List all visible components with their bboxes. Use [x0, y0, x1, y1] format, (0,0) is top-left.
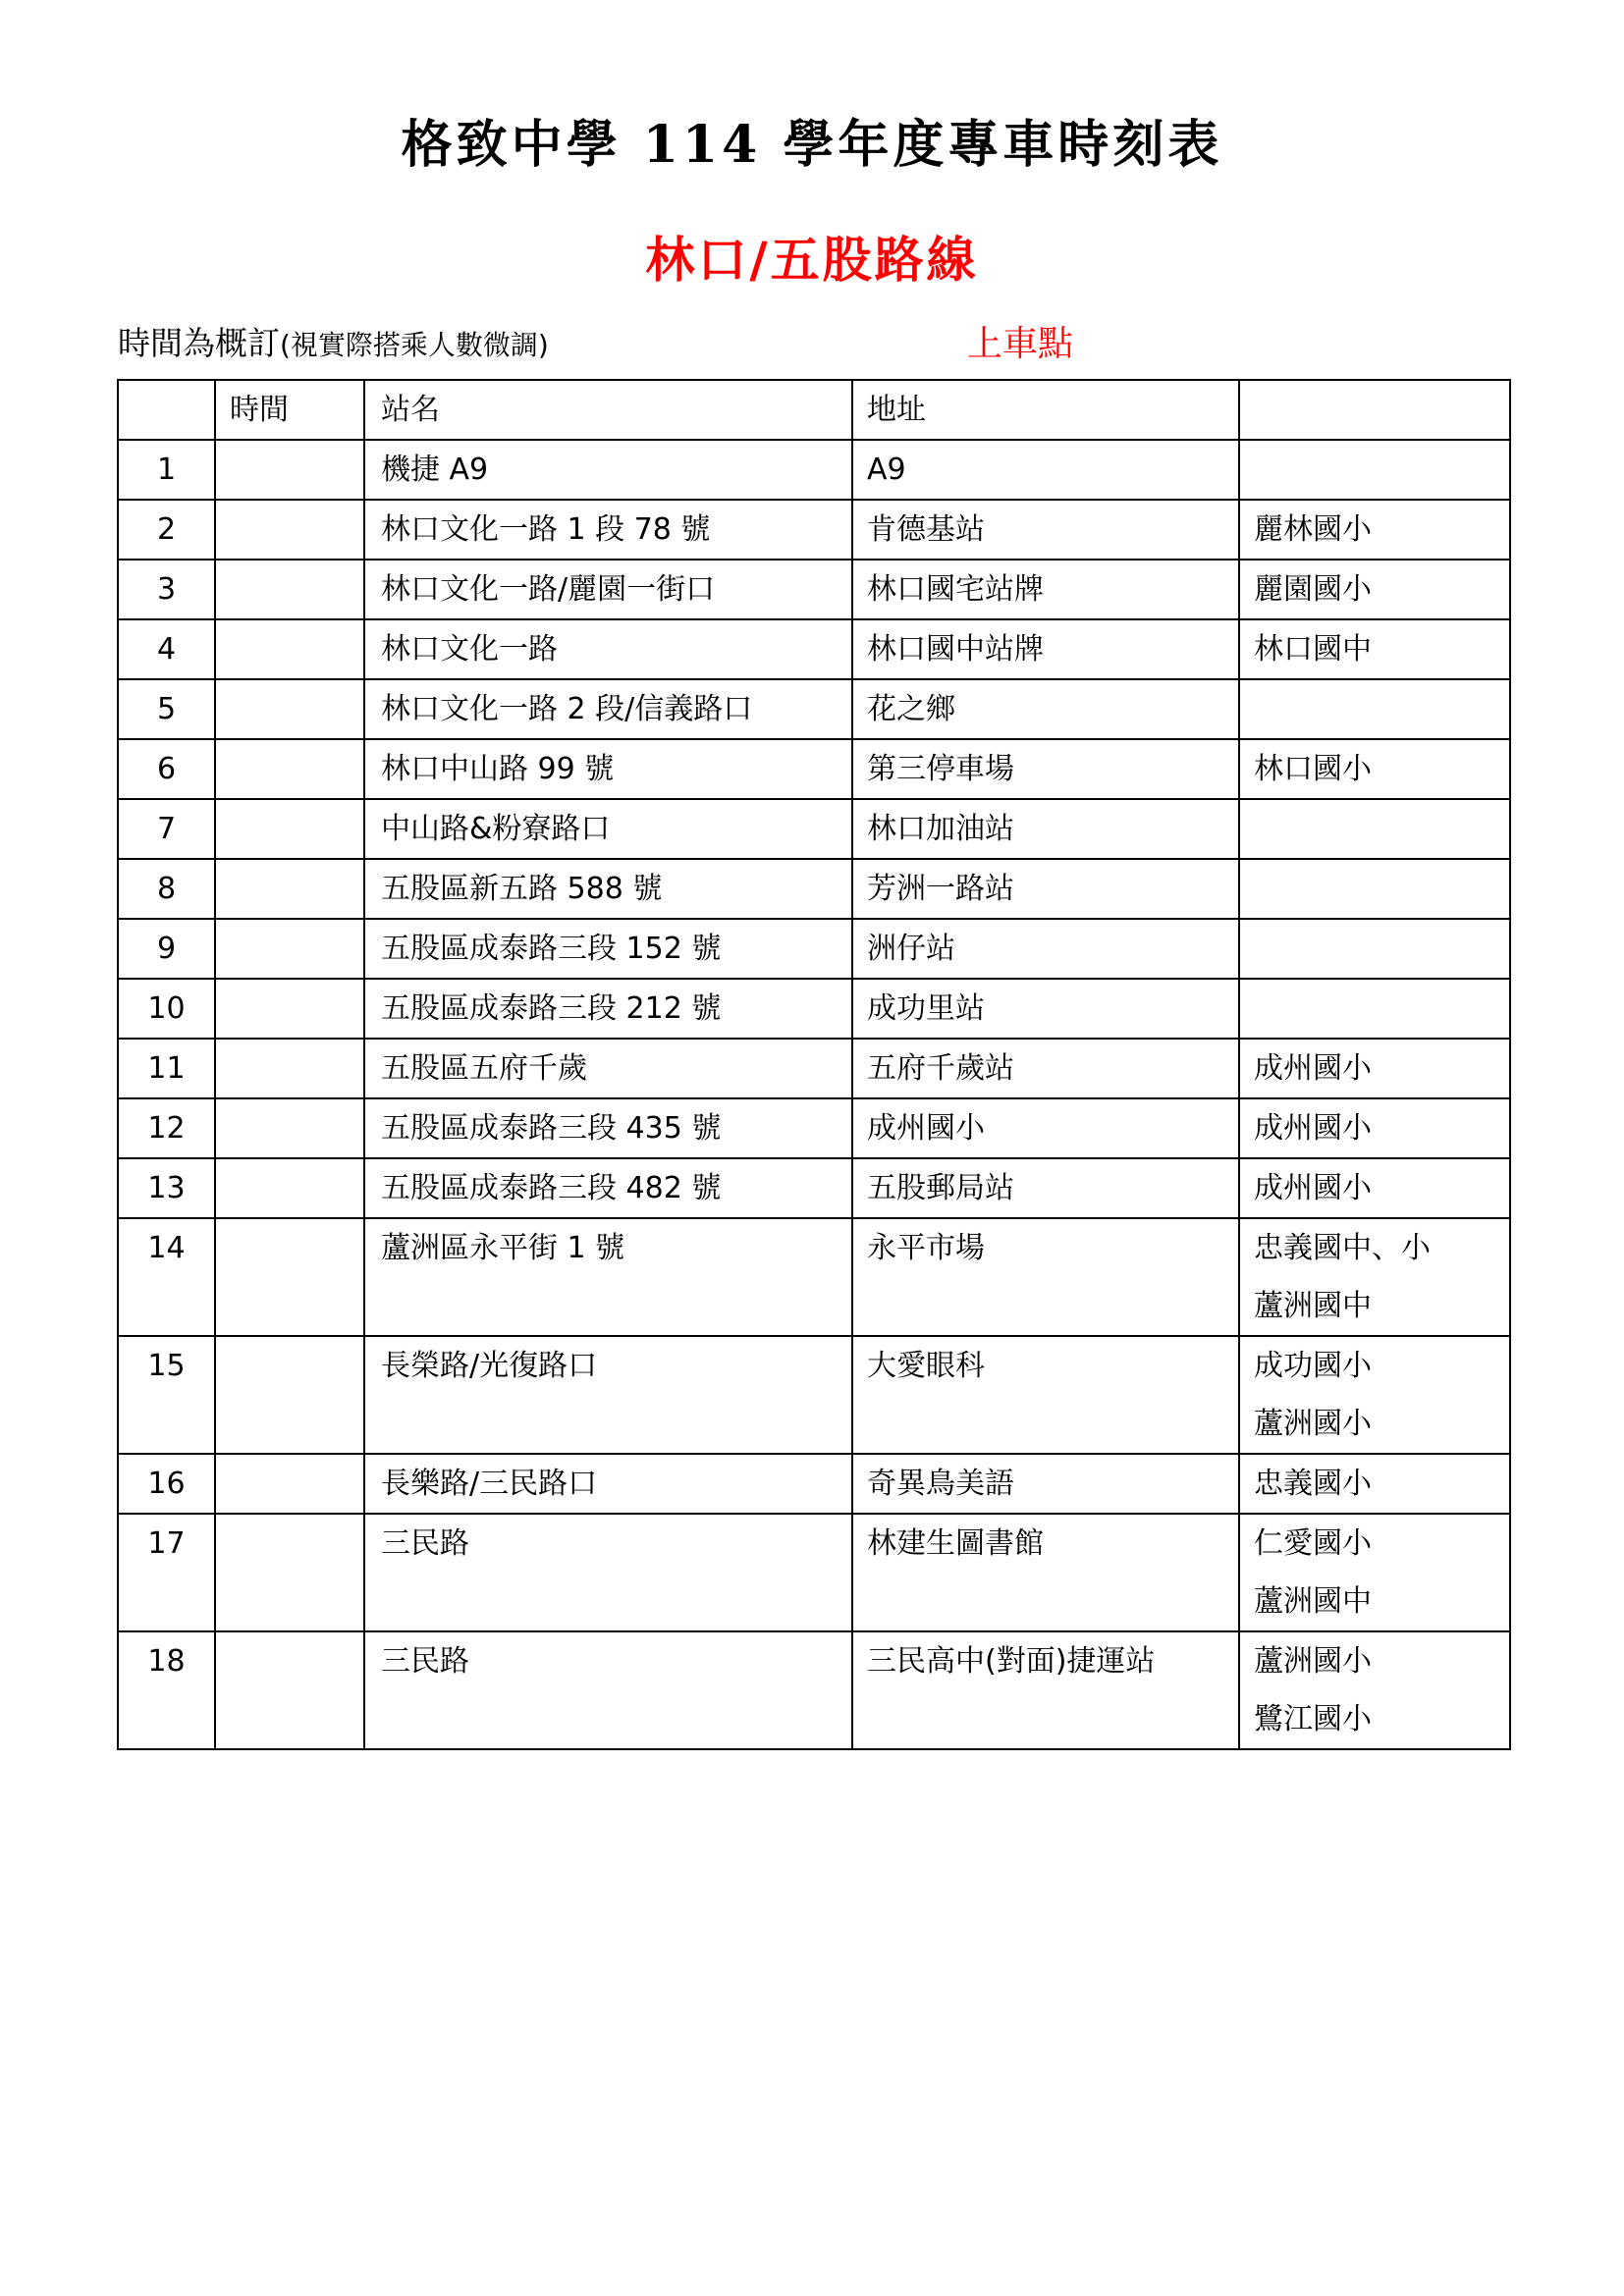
school-list	[1239, 919, 1510, 979]
school-list	[1239, 1158, 1510, 1218]
time-note-main: 時間為概訂	[118, 324, 280, 362]
stop-number: 2	[118, 500, 215, 560]
stop-number: 6	[118, 739, 215, 799]
page-title: 格致中學 114 學年度專車時刻表	[401, 115, 1223, 175]
stop-number: 9	[118, 919, 215, 979]
stop-number: 8	[118, 859, 215, 919]
school-name: 林口國中	[1254, 632, 1372, 667]
school-list	[1239, 440, 1510, 500]
station-name: 林口中山路 99 號	[364, 739, 852, 799]
station-address: 三民高中(對面)捷運站	[852, 1631, 1239, 1749]
station-name: 中山路&粉寮路口	[364, 799, 852, 859]
school-list	[1239, 1631, 1510, 1749]
table-row	[118, 619, 1510, 679]
school-name: 蘆洲國中	[1254, 1289, 1372, 1323]
school-list	[1239, 799, 1510, 859]
station-address: 成州國小	[852, 1098, 1239, 1158]
stop-time	[215, 1158, 364, 1218]
station-address: 林建生圖書館	[852, 1514, 1239, 1631]
school-name: 麗林國小	[1254, 512, 1372, 547]
station-address: 洲仔站	[852, 919, 1239, 979]
stop-time	[215, 919, 364, 979]
school-list	[1239, 739, 1510, 799]
stop-number: 3	[118, 560, 215, 619]
station-address: 花之鄉	[852, 679, 1239, 739]
station-name: 機捷 A9	[364, 440, 852, 500]
station-address: 五府千歲站	[852, 1039, 1239, 1098]
school-name: 鷺江國小	[1254, 1702, 1372, 1736]
stop-time	[215, 1039, 364, 1098]
table-row	[118, 1218, 1510, 1336]
station-address: 林口國中站牌	[852, 619, 1239, 679]
stop-number: 10	[118, 979, 215, 1039]
stop-number: 14	[118, 1218, 215, 1336]
station-address: 第三停車場	[852, 739, 1239, 799]
stop-number: 12	[118, 1098, 215, 1158]
route-subtitle: 林口/五股路線	[645, 231, 979, 289]
stop-time	[215, 1098, 364, 1158]
station-name: 長榮路/光復路口	[364, 1336, 852, 1454]
header-time: 時間	[215, 380, 364, 440]
school-name: 麗園國小	[1254, 572, 1372, 607]
stop-number: 13	[118, 1158, 215, 1218]
header-station: 站名	[364, 380, 852, 440]
stop-number: 16	[118, 1454, 215, 1514]
station-name: 蘆洲區永平街 1 號	[364, 1218, 852, 1336]
station-name: 長樂路/三民路口	[364, 1454, 852, 1514]
table-row	[118, 1039, 1510, 1098]
station-address: 林口加油站	[852, 799, 1239, 859]
stop-time	[215, 560, 364, 619]
station-address: A9	[852, 440, 1239, 500]
stop-number: 18	[118, 1631, 215, 1749]
schedule-body	[118, 440, 1510, 1749]
stop-number: 5	[118, 679, 215, 739]
time-note-paren: (視實際搭乘人數微調)	[280, 329, 549, 361]
station-address: 奇異鳥美語	[852, 1454, 1239, 1514]
station-address: 芳洲一路站	[852, 859, 1239, 919]
stop-time	[215, 739, 364, 799]
school-name: 林口國小	[1254, 752, 1372, 786]
header-row	[118, 380, 1510, 440]
table-row	[118, 1158, 1510, 1218]
station-name: 林口文化一路/麗園一街口	[364, 560, 852, 619]
school-name: 忠義國中、小	[1254, 1231, 1431, 1265]
station-address: 大愛眼科	[852, 1336, 1239, 1454]
table-row	[118, 979, 1510, 1039]
table-row	[118, 500, 1510, 560]
stop-time	[215, 619, 364, 679]
table-row	[118, 919, 1510, 979]
station-name: 林口文化一路 2 段/信義路口	[364, 679, 852, 739]
station-name: 五股區新五路 588 號	[364, 859, 852, 919]
stop-number: 15	[118, 1336, 215, 1454]
stop-number: 7	[118, 799, 215, 859]
stop-time	[215, 1454, 364, 1514]
schedule-table	[117, 379, 1511, 1750]
stop-time	[215, 799, 364, 859]
stop-time	[215, 1514, 364, 1631]
boarding-point-label: 上車點	[967, 324, 1074, 364]
school-list	[1239, 979, 1510, 1039]
time-note	[118, 324, 549, 362]
stop-time	[215, 1218, 364, 1336]
table-row	[118, 1336, 1510, 1454]
station-name: 五股區成泰路三段 212 號	[364, 979, 852, 1039]
school-name: 成州國小	[1254, 1111, 1372, 1146]
school-name: 仁愛國小	[1254, 1526, 1372, 1561]
school-list	[1239, 1218, 1510, 1336]
school-list	[1239, 1039, 1510, 1098]
table-row	[118, 560, 1510, 619]
stop-time	[215, 1631, 364, 1749]
table-row	[118, 1098, 1510, 1158]
table-row	[118, 1631, 1510, 1749]
table-row	[118, 1454, 1510, 1514]
school-name: 成州國小	[1254, 1051, 1372, 1086]
school-list	[1239, 679, 1510, 739]
header-no	[118, 380, 215, 440]
stop-number: 4	[118, 619, 215, 679]
table-row	[118, 859, 1510, 919]
station-address: 永平市場	[852, 1218, 1239, 1336]
school-name: 成功國小	[1254, 1349, 1372, 1383]
table-row	[118, 440, 1510, 500]
school-list	[1239, 1514, 1510, 1631]
school-list	[1239, 1336, 1510, 1454]
school-name: 蘆洲國中	[1254, 1584, 1372, 1619]
school-list	[1239, 500, 1510, 560]
station-name: 五股區成泰路三段 482 號	[364, 1158, 852, 1218]
station-name: 三民路	[364, 1631, 852, 1749]
school-name: 蘆洲國小	[1254, 1644, 1372, 1679]
stop-time	[215, 1336, 364, 1454]
station-name: 林口文化一路 1 段 78 號	[364, 500, 852, 560]
header-school	[1239, 380, 1510, 440]
stop-time	[215, 859, 364, 919]
header-address: 地址	[852, 380, 1239, 440]
school-list	[1239, 1454, 1510, 1514]
stop-number: 1	[118, 440, 215, 500]
table-row	[118, 739, 1510, 799]
school-list	[1239, 1098, 1510, 1158]
school-name: 忠義國小	[1254, 1467, 1372, 1501]
station-address: 肯德基站	[852, 500, 1239, 560]
station-name: 五股區五府千歲	[364, 1039, 852, 1098]
station-name: 五股區成泰路三段 435 號	[364, 1098, 852, 1158]
school-list	[1239, 859, 1510, 919]
table-row	[118, 1514, 1510, 1631]
station-address: 林口國宅站牌	[852, 560, 1239, 619]
school-list	[1239, 619, 1510, 679]
station-address: 五股郵局站	[852, 1158, 1239, 1218]
table-row	[118, 679, 1510, 739]
school-list	[1239, 560, 1510, 619]
station-address: 成功里站	[852, 979, 1239, 1039]
school-name: 蘆洲國小	[1254, 1407, 1372, 1441]
station-name: 三民路	[364, 1514, 852, 1631]
stop-number: 11	[118, 1039, 215, 1098]
stop-time	[215, 440, 364, 500]
station-name: 五股區成泰路三段 152 號	[364, 919, 852, 979]
school-name: 成州國小	[1254, 1171, 1372, 1205]
station-name: 林口文化一路	[364, 619, 852, 679]
stop-time	[215, 979, 364, 1039]
stop-time	[215, 500, 364, 560]
stop-time	[215, 679, 364, 739]
table-row	[118, 799, 1510, 859]
stop-number: 17	[118, 1514, 215, 1631]
